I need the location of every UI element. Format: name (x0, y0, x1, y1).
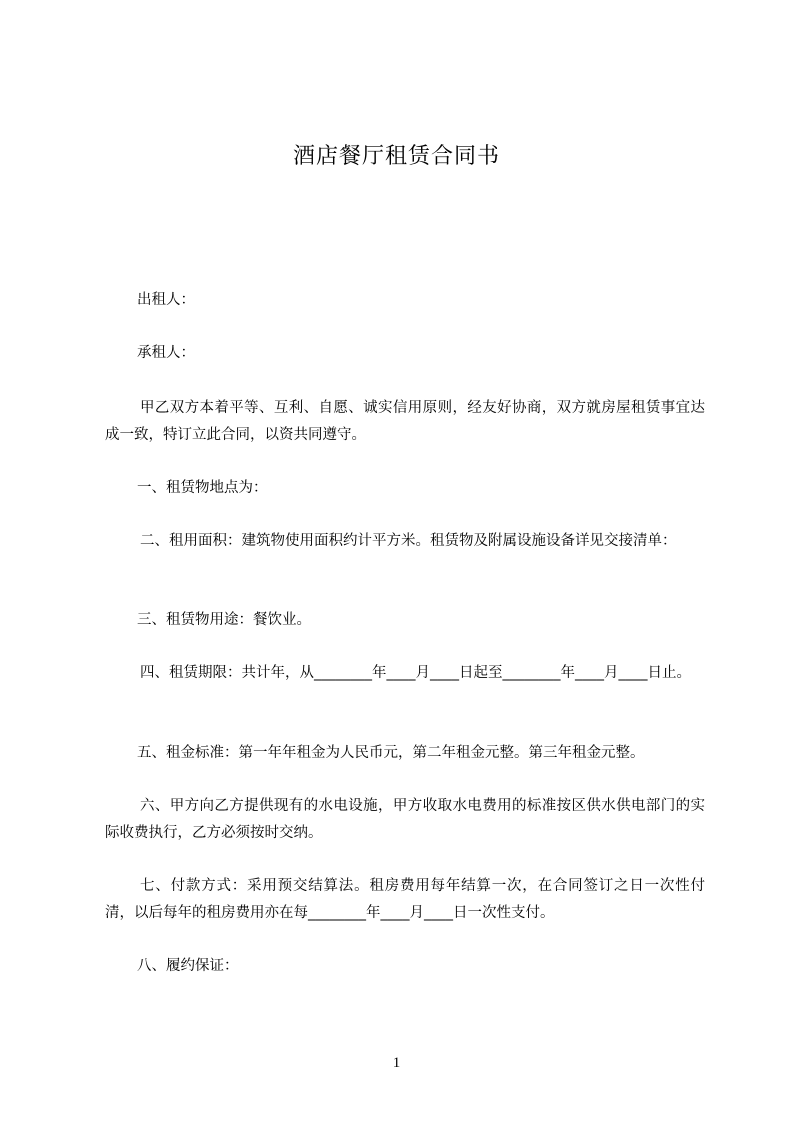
clause-3-usage: 三、租赁物用途：餐饮业。 (137, 612, 311, 628)
clause-1-location: 一、租赁物地点为： (137, 480, 268, 496)
clause-5-rent: 五、租金标准：第一年年租金为人民币元，第二年租金元整。第三年租金元整。 (137, 745, 645, 761)
preamble-paragraph: 甲乙双方本着平等、互利、自愿、诚实信用原则，经友好协商，双方就房屋租赁事宜达成一致，特订立此合同，以资共同遵守。 (105, 400, 705, 443)
lessor-line: 出租人： (137, 292, 195, 308)
lessee-line: 承租人： (137, 345, 195, 361)
clause-4-term: 四、租赁期限：共计年，从________年____月____日起至________年____月____日止。 (140, 665, 691, 681)
document-title: 酒店餐厅租赁合同书 (292, 144, 500, 169)
clause-8-guarantee: 八、履约保证： (137, 958, 239, 974)
clause-7-payment: 七、付款方式：采用预交结算法。租房费用每年结算一次，在合同签订之日一次性付清，以后每年的租房费用亦在每________年____月____日一次性支付。 (105, 878, 705, 921)
clause-2-area: 二、租用面积：建筑物使用面积约计平方米。租赁物及附属设施设备详见交接清单： (140, 533, 677, 549)
page-number: 1 (392, 1055, 401, 1071)
clause-6-utilities: 六、甲方向乙方提供现有的水电设施，甲方收取水电费用的标准按区供水供电部门的实际收费执行，乙方必须按时交纳。 (105, 798, 705, 841)
